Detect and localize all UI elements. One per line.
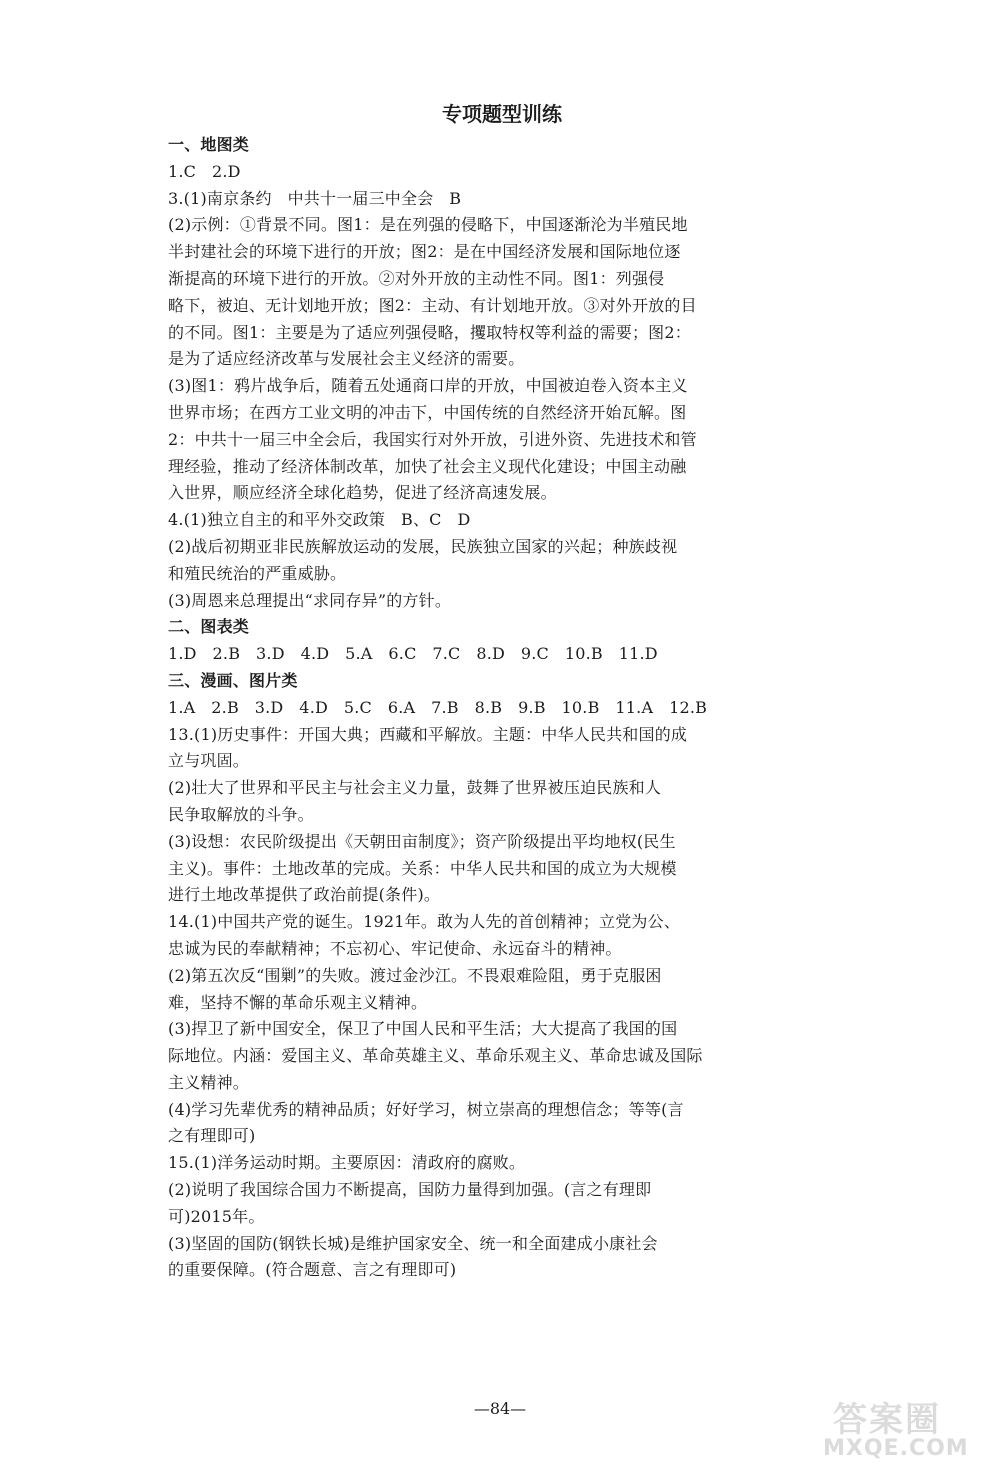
watermark-bottom-text: MXQE.COM bbox=[823, 1436, 969, 1461]
text-line: 民争取解放的斗争。 bbox=[168, 804, 314, 824]
text-line: 难，坚持不懈的革命乐观主义精神。 bbox=[168, 992, 428, 1012]
text-line: 略下，被迫、无计划地开放；图2：主动、有计划地开放。③对外开放的目 bbox=[168, 295, 697, 315]
section-heading: 一、地图类 bbox=[168, 135, 250, 154]
text-line: 可)2015年。 bbox=[168, 1206, 265, 1226]
text-line: (2)说明了我国综合国力不断提高，国防力量得到加强。(言之有理即 bbox=[168, 1180, 652, 1200]
page-title: 专项题型训练 bbox=[442, 102, 562, 126]
text-line: (2)战后初期亚非民族解放运动的发展，民族独立国家的兴起；种族歧视 bbox=[168, 536, 678, 556]
document-page bbox=[168, 96, 836, 1284]
text-line: 理经验，推动了经济体制改革，加快了社会主义现代化建设；中国主动融 bbox=[168, 456, 687, 476]
text-line: 的不同。图1：主要是为了适应列强侵略，攫取特权等利益的需要；图2： bbox=[168, 322, 691, 342]
text-line: (2)壮大了世界和平民主与社会主义力量，鼓舞了世界被压迫民族和人 bbox=[168, 778, 662, 798]
text-line: 际地位。内涵：爱国主义、革命英雄主义、革命乐观主义、革命忠诚及国际 bbox=[168, 1046, 703, 1066]
section-heading: 三、漫画、图片类 bbox=[168, 670, 298, 690]
text-line: 之有理即可) bbox=[168, 1126, 256, 1146]
text-line: 1.D 2.B 3.D 4.D 5.A 6.C 7.C 8.D 9.C 10.B 11.D bbox=[168, 644, 658, 664]
text-line: 主义)。事件：土地改革的完成。关系：中华人民共和国的成立为大规模 bbox=[168, 858, 677, 878]
text-line: (3)周恩来总理提出“求同存异”的方针。 bbox=[168, 590, 452, 610]
text-line: 世界市场；在西方工业文明的冲击下，中国传统的自然经济开始瓦解。图 bbox=[168, 402, 687, 422]
document-body bbox=[168, 132, 836, 1284]
watermark-logo bbox=[805, 1388, 980, 1466]
text-line: (3)坚固的国防(钢铁长城)是维护国家安全、统一和全面建成小康社会 bbox=[168, 1233, 658, 1253]
text-line: 半封建社会的环境下进行的开放；图2：是在中国经济发展和国际地位逐 bbox=[168, 242, 681, 262]
text-line: 进行土地改革提供了政治前提(条件)。 bbox=[168, 885, 441, 905]
page-number: —84— bbox=[473, 1399, 527, 1418]
text-line: 和殖民统治的严重威胁。 bbox=[168, 563, 347, 583]
text-line: (3)捍卫了新中国安全，保卫了中国人民和平生活；大大提高了我国的国 bbox=[168, 1019, 678, 1039]
text-line: (3)设想：农民阶级提出《天朝田亩制度》；资产阶级提出平均地权(民生 bbox=[168, 831, 676, 851]
text-line: 4.(1)独立自主的和平外交政策 B、C D bbox=[168, 510, 471, 530]
text-line: 14.(1)中国共产党的诞生。1921年。敢为人先的首创精神；立党为公、 bbox=[168, 912, 681, 932]
section-heading: 二、图表类 bbox=[168, 617, 250, 637]
text-line: 入世界，顺应经济全球化趋势，促进了经济高速发展。 bbox=[168, 483, 557, 503]
text-line: (2)第五次反“围剿”的失败。渡过金沙江。不畏艰难险阻，勇于克服困 bbox=[168, 965, 662, 985]
text-line: 是为了适应经济改革与发展社会主义经济的需要。 bbox=[168, 349, 525, 369]
text-line: 主义精神。 bbox=[168, 1072, 250, 1092]
watermark-top-text: 答案圈 bbox=[833, 1400, 941, 1440]
text-line: 2：中共十一届三中全会后，我国实行对外开放，引进外资、先进技术和管 bbox=[168, 429, 697, 449]
text-line: 立与巩固。 bbox=[168, 751, 250, 771]
text-line: 13.(1)历史事件：开国大典；西藏和平解放。主题：中华人民共和国的成 bbox=[168, 724, 688, 744]
text-line: (2)示例：①背景不同。图1：是在列强的侵略下，中国逐渐沦为半殖民地 bbox=[168, 215, 688, 235]
text-line: (4)学习先辈优秀的精神品质；好好学习，树立崇高的理想信念；等等(言 bbox=[168, 1099, 684, 1119]
text-line: 渐提高的环境下进行的开放。②对外开放的主动性不同。图1：列强侵 bbox=[168, 268, 665, 288]
text-line: 1.C 2.D bbox=[168, 161, 241, 181]
text-line: 忠诚为民的奉献精神；不忘初心、牢记使命、永远奋斗的精神。 bbox=[168, 938, 622, 958]
text-line: 15.(1)洋务运动时期。主要原因：清政府的腐败。 bbox=[168, 1153, 526, 1173]
text-line: 1.A 2.B 3.D 4.D 5.C 6.A 7.B 8.B 9.B 10.B 11.A 12.B bbox=[168, 697, 708, 717]
text-line: 的重要保障。(符合题意、言之有理即可) bbox=[168, 1260, 457, 1280]
text-line: (3)图1：鸦片战争后，随着五处通商口岸的开放，中国被迫卷入资本主义 bbox=[168, 376, 688, 396]
text-line: 3.(1)南京条约 中共十一届三中全会 B bbox=[168, 188, 462, 208]
